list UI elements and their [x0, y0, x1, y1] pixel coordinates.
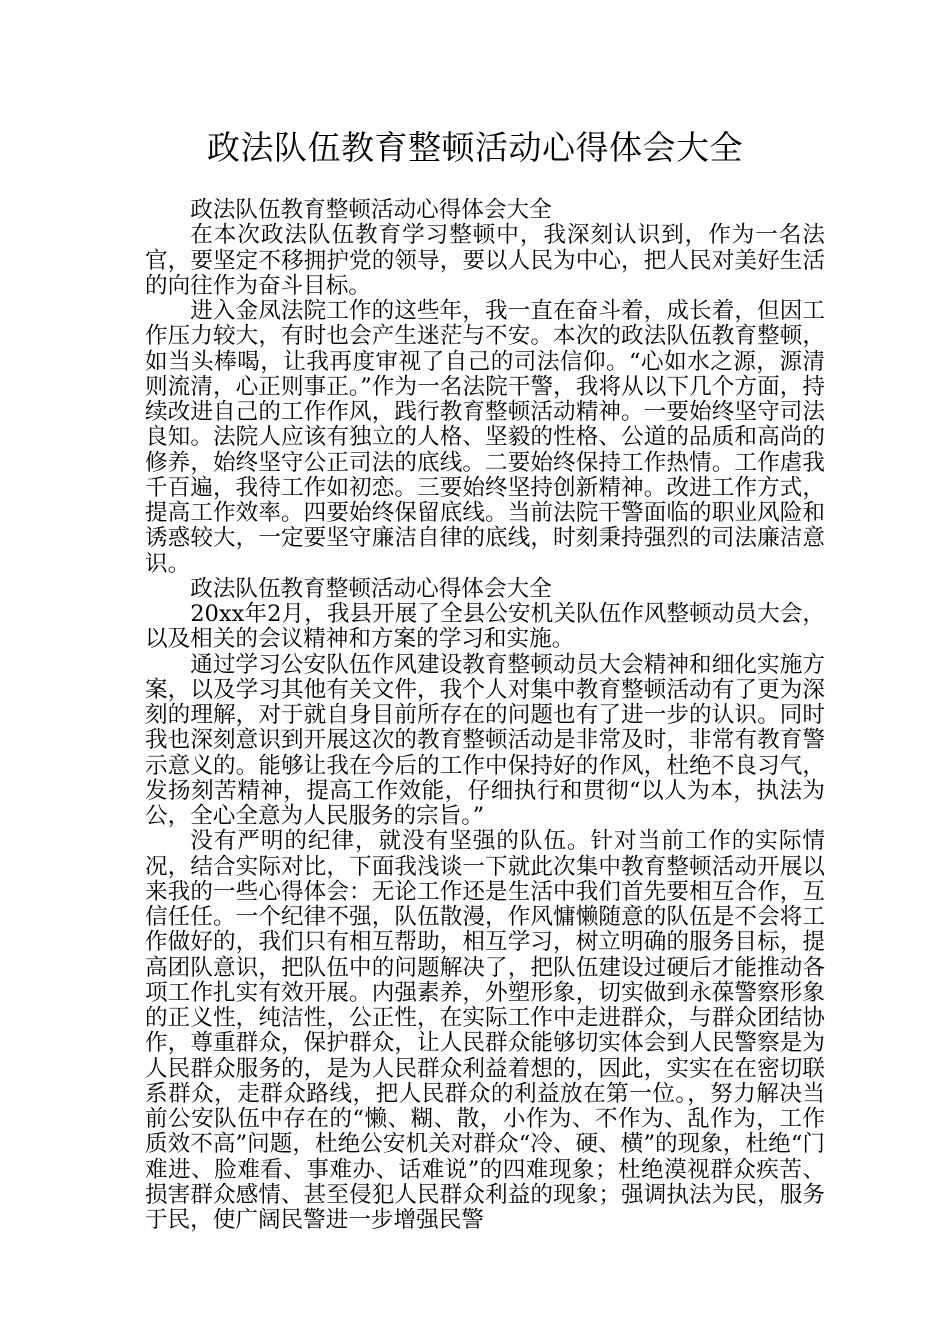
body-paragraph: 没有严明的纪律，就没有坚强的队伍。针对当前工作的实际情况，结合实际对比，下面我浅谈一下就此次集中教育整顿活动开展以来我的一些心得体会：无论工作还是生活中我们首先要相互合作，互信任任。一个纪律不强，队伍散漫，作风慵懒随意的队伍是不会将工作做好的，我们只有相互帮助，相互学习，树立明确的服务目标，提高团队意识，把队伍中的问题解决了，把队伍建设过硬后才能推动各项工作扎实有效开展。内强素养，外塑形象，切实做到永葆警察形象的正义性，纯洁性，公正性，在实际工作中走进群众，与群众团结协作，尊重群众，保护群众，让人民群众能够切实体会到人民警察是为人民群众服务的，是为人民群众利益着想的，因此，实实在在密切联系群众，走群众路线，把人民群众的利益放在第一位。，努力解决当前公安队伍中存在的“懒、糊、散，小作为、不作为、乱作为，工作质效不高”问题，杜绝公安机关对群众“冷、硬、横”的现象，杜绝“门难进、脸难看、事难办、话难说”的四难现象；杜绝漠视群众疾苦、损害群众感情、甚至侵犯人民群众利益的现象；强调执法为民，服务于民，使广阔民警进一步增强民警 [145, 828, 825, 1233]
section-heading: 政法队伍教育整顿活动心得体会大全 [190, 197, 552, 223]
body-paragraph: 通过学习公安队伍作风建设教育整顿动员大会精神和细化实施方案，以及学习其他有关文件，我个人对集中教育整顿活动有了更为深刻的理解，对于就自身目前所存在的问题也有了进一步的认识。同时我也深刻意识到开展这次的教育整顿活动是非常及时，非常有教育警示意义的。能够让我在今后的工作中保持好的作风，杜绝不良习气，发扬刻苦精神，提高工作效能，仔细执行和贯彻“以人为本，执法为公，全心全意为人民服务的宗旨。” [145, 651, 825, 829]
section-heading: 政法队伍教育整顿活动心得体会大全 [190, 575, 552, 602]
document-body [145, 198, 825, 1233]
body-paragraph: 20xx年2月，我县开展了全县公安机关队伍作风整顿动员大会，以及相关的会议精神和方案的学习和实施。 [145, 601, 825, 653]
body-paragraph: 进入金凤法院工作的这些年，我一直在奋斗着，成长着，但因工作压力较大，有时也会产生迷茫与不安。本次的政法队伍教育整顿，如当头棒喝，让我再度审视了自己的司法信仰。“心如水之源，源清则流清，心正则事正。”作为一名法院干警，我将从以下几个方面，持续改进自己的工作作风，践行教育整顿活动精神。一要始终坚守司法良知。法院人应该有独立的人格、坚毅的性格、公道的品质和高尚的修养，始终坚守公正司法的底线。二要始终保持工作热情。工作虐我千百遍，我待工作如初恋。三要始终坚持创新精神。改进工作方式，提高工作效率。四要始终保留底线。当前法院干警面临的职业风险和诱惑较大，一定要坚守廉洁自律的底线，时刻秉持强烈的司法廉洁意识。 [145, 298, 825, 577]
body-paragraph: 在本次政法队伍教育学习整顿中，我深刻认识到，作为一名法官，要坚定不移拥护党的领导，要以人民为中心，把人民对美好生活的向往作为奋斗目标。 [145, 222, 825, 299]
document-title: 政法队伍教育整顿活动心得体会大全 [207, 128, 743, 167]
